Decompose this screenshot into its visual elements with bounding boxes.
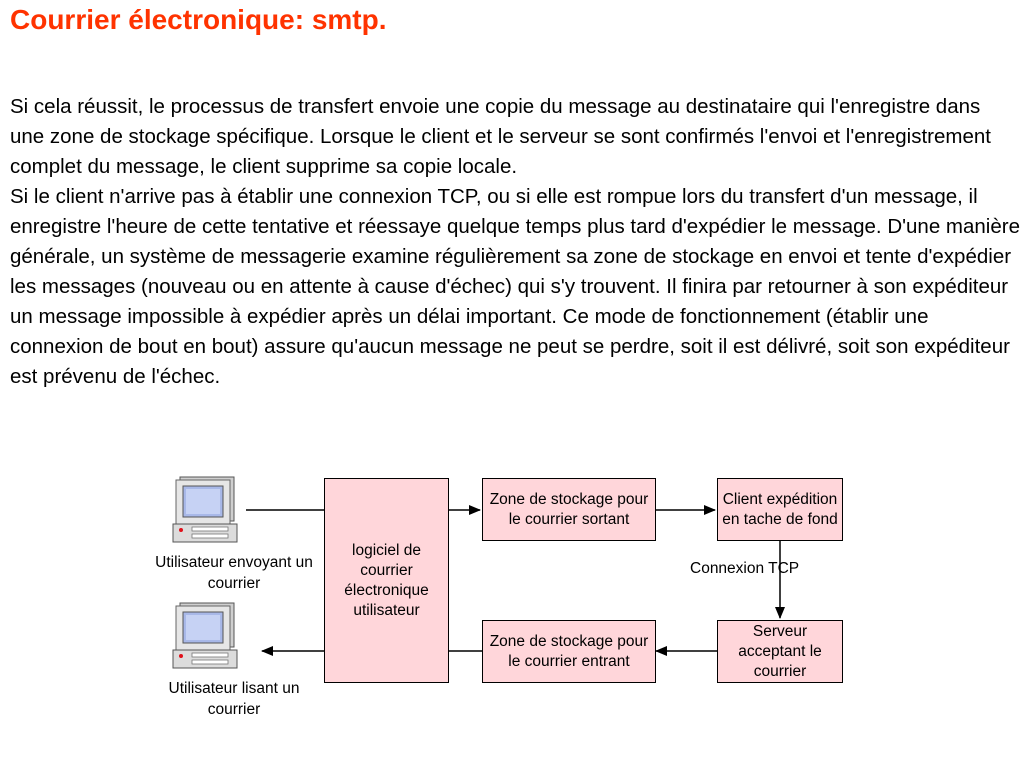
slide-body	[10, 92, 1020, 392]
desktop-computer-icon	[172, 602, 244, 670]
incoming-storage-box: Zone de stockage pour le courrier entrant	[482, 620, 656, 683]
outgoing-storage-box: Zone de stockage pour le courrier sortant	[482, 478, 656, 541]
paragraph: Si cela réussit, le processus de transfert envoie une copie du message au destinataire qui l'enregistre dans une zone de stockage spécifique. Lorsque le client et le serveur se sont confirmés l'envoi et l'enregistrement complet du message, le client supprime sa copie locale.	[10, 95, 991, 178]
paragraph: Si le client n'arrive pas à établir une connexion TCP, ou si elle est rompue lors du transfert d'un message, il enregistre l'heure de cette tentative et réessaye quelque temps plus tard d'expédier le message. D'une manière générale, un système de messagerie examine régulièrement sa zone de stockage en envoi et tente d'expédier les messages (nouveau ou en attente à cause d'échec) qui s'y trouvent. Il finira par retourner à son expéditeur un message impossible à expédier après un délai important. Ce mode de fonctionnement (établir une connexion de bout en bout) assure qu'aucun message ne peut se perdre, soit il est délivré, soit son expéditeur est prévenu de l'échec.	[10, 185, 1020, 388]
slide-title: Courrier électronique: smtp.	[10, 4, 387, 35]
mail-software-box: logiciel de courrier électronique utilisateur	[324, 478, 449, 683]
client-box: Client expédition en tache de fond	[717, 478, 843, 541]
user-sending-label: Utilisateur envoyant un courrier	[155, 554, 313, 592]
server-box: Serveur acceptant le courrier	[717, 620, 843, 683]
desktop-computer-icon	[172, 476, 244, 544]
tcp-connection-label: Connexion TCP	[690, 560, 800, 577]
user-reading-label: Utilisateur lisant un courrier	[168, 680, 300, 718]
